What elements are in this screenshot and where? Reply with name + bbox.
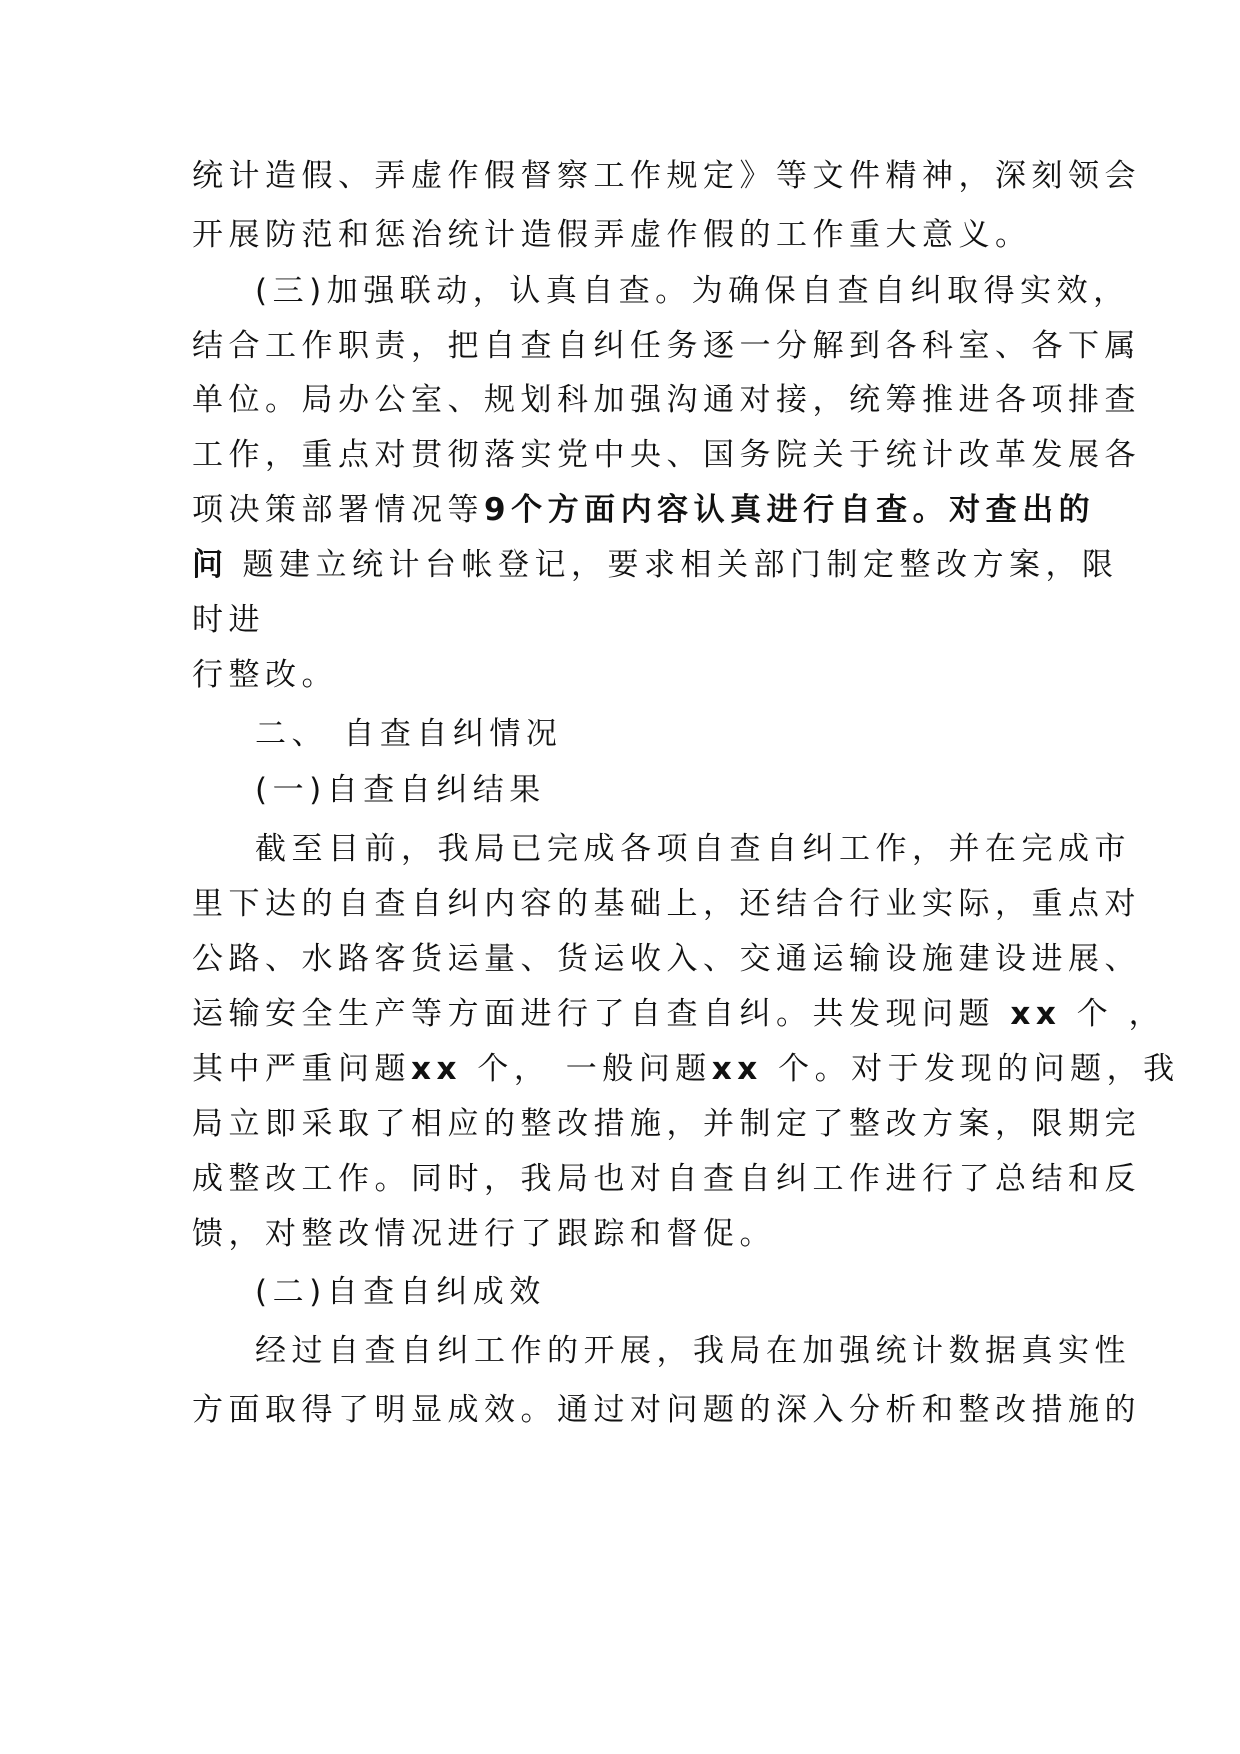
text-line: 行整改。 <box>192 657 338 693</box>
text-line: 经过自查自纠工作的开展，我局在加强统计数据真实性 <box>255 1333 1131 1369</box>
bold-text-run: 9个方面内容认真进行自查。对查出的 <box>484 492 1096 528</box>
text-line: 馈，对整改情况进行了跟踪和督促。 <box>192 1216 776 1252</box>
text-line: 方面取得了明显成效。通过对问题的深入分析和整改措施的 <box>192 1392 1141 1428</box>
subheading-line: (三)加强联动，认真自查。为确保自查自纠取得实效， <box>255 273 1130 309</box>
text-line <box>192 490 1095 530</box>
text-run: 个。对于发现的问题，我 <box>762 1051 1180 1087</box>
bold-text-run: xx <box>711 1051 763 1087</box>
text-run: 运输安全生产等方面进行了自查自纠。共发现问题 <box>192 996 1011 1032</box>
text-line: 开展防范和惩治统计造假弄虚作假的工作重大意义。 <box>192 217 1032 253</box>
text-line: 局立即采取了相应的整改措施，并制定了整改方案，限期完 <box>192 1106 1141 1142</box>
text-line: 结合工作职责，把自查自纠任务逐一分解到各科室、各下属 <box>192 328 1141 364</box>
bold-text-run: xx <box>411 1051 462 1087</box>
text-line: 公路、水路客货运量、货运收入、交通运输设施建设进展、 <box>192 941 1141 977</box>
text-line: 里下达的自查自纠内容的基础上，还结合行业实际，重点对 <box>192 886 1141 922</box>
text-line: 成整改工作。同时，我局也对自查自纠工作进行了总结和反 <box>192 1161 1141 1197</box>
text-line <box>192 994 1165 1034</box>
text-run: 其中严重问题 <box>192 1051 411 1087</box>
subheading-line: (一)自查自纠结果 <box>255 772 546 808</box>
subheading-line: (二)自查自纠成效 <box>255 1274 546 1310</box>
section-heading: 二、 自查自纠情况 <box>255 716 563 752</box>
text-line <box>192 1049 1180 1089</box>
text-line: 截至目前，我局已完成各项自查自纠工作，并在完成市 <box>255 831 1131 867</box>
text-run: 题建立统计台帐登记，要求相关部门制定整改方案，限 <box>242 547 1119 583</box>
text-run: 项决策部署情况等 <box>192 492 484 528</box>
text-line: 统计造假、弄虚作假督察工作规定》等文件精神，深刻领会 <box>192 158 1141 194</box>
bold-text-run: xx <box>1010 996 1062 1032</box>
text-run: 个 ， <box>1061 996 1166 1032</box>
text-line: 单位。局办公室、规划科加强沟通对接，统筹推进各项排查 <box>192 382 1141 418</box>
text-line: 时进 <box>192 602 265 638</box>
text-run: 个， 一般问题 <box>462 1051 712 1087</box>
bold-text-run: 问 <box>192 547 229 583</box>
text-line: 工作，重点对贯彻落实党中央、国务院关于统计改革发展各 <box>192 437 1141 473</box>
text-line <box>192 545 1119 585</box>
